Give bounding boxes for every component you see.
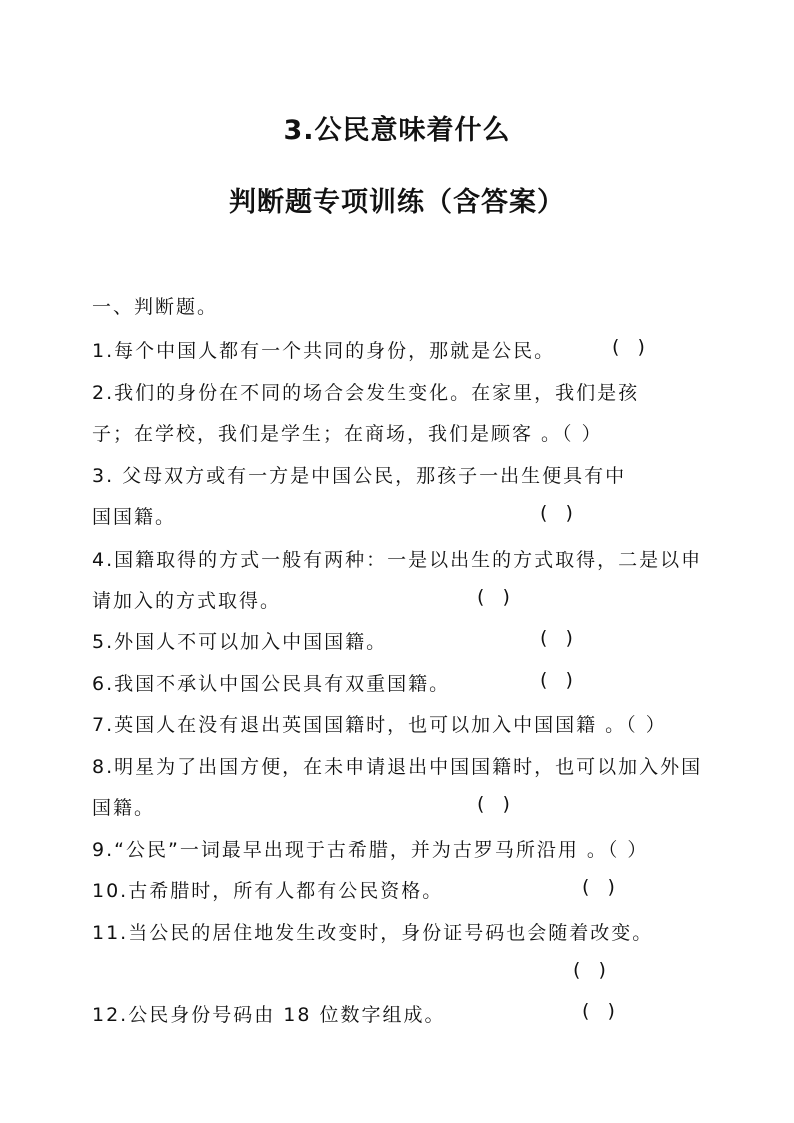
document-title: 3.公民意味着什么 (283, 115, 511, 146)
question-5-answer-blank: ( ) (540, 627, 573, 649)
question-6-answer-blank: ( ) (540, 669, 573, 691)
question-8-text-line2: 国籍。 (92, 797, 156, 819)
question-7-text: 7.英国人在没有退出英国国籍时，也可以加入中国国籍 。（ ） (92, 714, 667, 736)
question-1-answer-blank: ( ) (612, 336, 645, 358)
question-3-answer-blank: ( ) (540, 502, 573, 524)
question-11-text: 11.当公民的居住地发生改变时，身份证号码也会随着改变。 (92, 922, 654, 944)
question-4-answer-blank: ( ) (477, 586, 510, 608)
question-3-text-line1: 3. 父母双方或有一方是中国公民，那孩子一出生便具有中 (92, 465, 627, 487)
question-10-text: 10.古希腊时，所有人都有公民资格。 (92, 880, 444, 902)
question-4-text-line2: 请加入的方式取得。 (92, 590, 282, 612)
question-5-text: 5.外国人不可以加入中国国籍。 (92, 631, 388, 653)
question-2-text-line2: 子；在学校，我们是学生；在商场，我们是顾客 。（ ） (92, 423, 603, 445)
question-1-text: 1.每个中国人都有一个共同的身份，那就是公民。 (92, 340, 556, 362)
question-10-answer-blank: ( ) (582, 876, 615, 898)
question-9-text: 9.“公民”一词最早出现于古希腊，并为古罗马所沿用 。（ ） (92, 839, 649, 861)
question-2-text-line1: 2.我们的身份在不同的场合会发生变化。在家里，我们是孩 (92, 382, 640, 404)
question-11-answer-blank: ( ) (573, 959, 606, 981)
question-8-answer-blank: ( ) (477, 793, 510, 815)
section-heading: 一、判断题。 (92, 296, 219, 318)
question-3-text-line2: 国国籍。 (92, 506, 177, 528)
question-4-text-line1: 4.国籍取得的方式一般有两种：一是以出生的方式取得，二是以申 (92, 549, 703, 571)
question-12-answer-blank: ( ) (582, 1000, 615, 1022)
document-subtitle: 判断题专项训练（含答案） (229, 187, 565, 218)
question-8-text-line1: 8.明星为了出国方便，在未申请退出中国国籍时，也可以加入外国 (92, 756, 703, 778)
question-6-text: 6.我国不承认中国公民具有双重国籍。 (92, 673, 451, 695)
question-12-text: 12.公民身份号码由 18 位数字组成。 (92, 1004, 446, 1026)
